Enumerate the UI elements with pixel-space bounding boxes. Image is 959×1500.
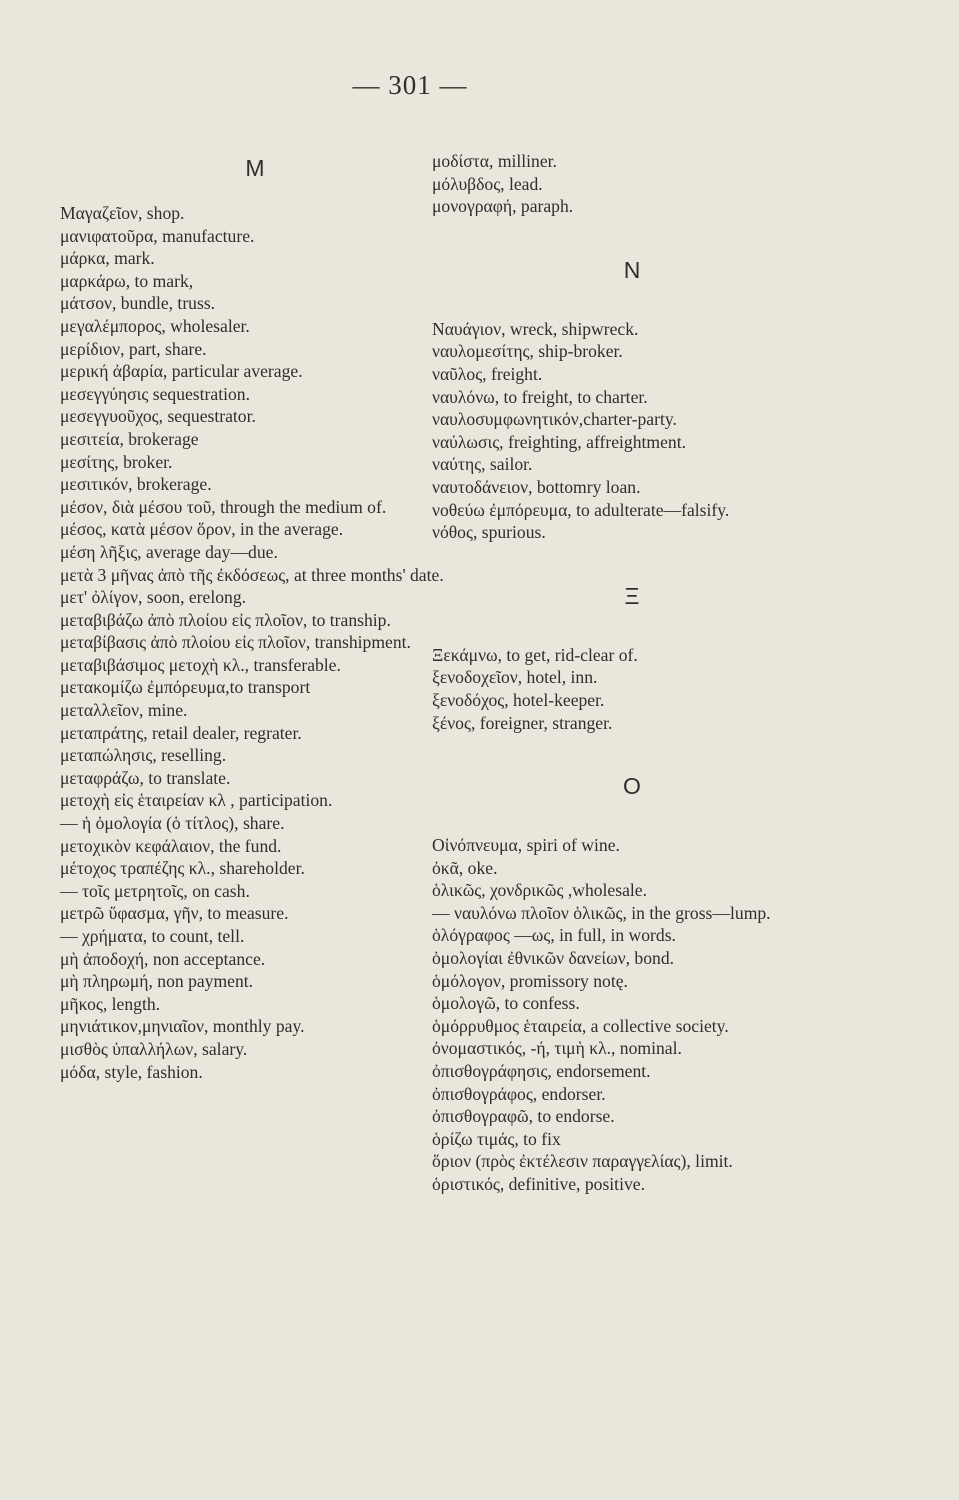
dictionary-entry: ναυτοδάνειον, bottomry loan. (432, 476, 641, 497)
dictionary-entry: ναυλόνω, to freight, to charter. (432, 386, 648, 407)
dictionary-entry: ναυλομεσίτης, ship-broker. (432, 341, 623, 362)
dictionary-entry: ὁμολογίαι ἐθνικῶν δανείων, bond. (432, 948, 675, 969)
dictionary-entry: — τοῖς μετρητοῖς, on cash. (60, 880, 250, 901)
right-top-entry-list (432, 150, 832, 218)
dictionary-entry: μεταβιβάζω ἀπὸ πλοίου εἰς πλοῖον, to tranship. (60, 609, 391, 630)
dictionary-entry: μεταβιβάσιμος μετοχὴ κλ., transferable. (60, 654, 341, 675)
left-column (60, 150, 450, 1083)
dictionary-entry: μηνιάτικον,μηνιαῖον, monthly pay. (60, 1016, 305, 1037)
dictionary-entry: μάτσον, bundle, truss. (60, 293, 216, 314)
dictionary-entry: μετὰ 3 μῆνας ἀπὸ τῆς ἐκδόσεως, at three months' date. (60, 564, 444, 585)
dictionary-entry: μεσιτεία, brokerage (60, 428, 199, 449)
dictionary-entry: Μαγαζεῖον, shop. (60, 203, 185, 223)
dictionary-entry: Ναυάγιον, wreck, shipwreck. (432, 318, 639, 339)
dictionary-entry: μεταπώλησις, reselling. (60, 745, 227, 766)
dictionary-entry: ὁριστικός, definitive, positive. (432, 1174, 645, 1194)
dictionary-entry: μέτοχος τραπέζης κλ., shareholder. (60, 858, 305, 879)
dictionary-entry: μεταφράζω, to translate. (60, 767, 231, 788)
dictionary-entry: μονογραφή, paraph. (432, 196, 574, 217)
dictionary-entry: Οἰνόπνευμα, spiri of wine. (432, 835, 620, 856)
dictionary-entry: μεσίτης, broker. (60, 451, 173, 472)
dictionary-entry: μέσον, διὰ μέσου τοῦ, through the medium of. (60, 496, 387, 517)
dictionary-entry: μέση λῆξις, average day—due. (60, 541, 278, 562)
dictionary-entry: μεταβίβασις ἀπὸ πλοίου εἰς πλοῖον, transhipment. (60, 632, 411, 653)
dictionary-entry: ξένος, foreigner, stranger. (432, 712, 613, 733)
dictionary-entry: μόδα, style, fashion. (60, 1061, 203, 1082)
dictionary-entry: ναύτης, sailor. (432, 454, 533, 475)
dictionary-entry: ναύλωσις, freighting, affreightment. (432, 431, 686, 452)
dictionary-entry: ὁμόρρυθμος ἑταιρεία, a collective society. (432, 1015, 729, 1036)
dictionary-entry: μόλυβδος, lead. (432, 173, 543, 194)
dictionary-entry: ὁλόγραφος —ως, in full, in words. (432, 925, 676, 946)
dictionary-entry: μεσιτικόν, brokerage. (60, 474, 212, 495)
dictionary-entry: μερίδιον, part, share. (60, 338, 207, 359)
dictionary-entry: νοθεύω ἐμπόρευμα, to adulterate—falsify. (432, 499, 730, 520)
dictionary-entry: μετοχὴ εἰς ἑταιρείαν κλ , participation. (60, 790, 333, 811)
dictionary-entry: μανιφατοῦρα, manufacture. (60, 225, 255, 246)
dictionary-entry: — ναυλόνω πλοῖον ὁλικῶς, in the gross—lump. (432, 902, 771, 923)
right-column (432, 150, 832, 1196)
dictionary-entry: μετρῶ ὕφασμα, γῆν, to measure. (60, 903, 289, 924)
dictionary-entry: μεσεγγύησις sequestration. (60, 383, 250, 404)
dictionary-entry: — ἡ ὁμολογία (ὁ τίτλος), share. (60, 813, 285, 834)
dictionary-entry: ὀκᾶ, oke. (432, 857, 498, 878)
right-section-list (432, 218, 832, 1196)
section-heading-m: M (245, 155, 265, 181)
dictionary-entry: μερική ἀβαρία, particular average. (60, 361, 303, 382)
dictionary-entry: ὅριον (πρὸς ἐκτέλεσιν παραγγελίας), limit. (432, 1151, 733, 1172)
dictionary-entry: ὁμόλογον, promissory notę. (432, 970, 628, 991)
dictionary-entry: νόθος, spurious. (432, 522, 546, 543)
dictionary-entry: ναυλοσυμφωνητικόν,charter-party. (432, 409, 677, 430)
dictionary-entry: — χρήματα, to count, tell. (60, 926, 245, 946)
dictionary-entry: ὁλικῶς, χονδρικῶς ,wholesale. (432, 880, 647, 901)
dictionary-entry: μετ' ὀλίγον, soon, erelong. (60, 587, 247, 608)
dictionary-entry: ὁμολογῶ, to confess. (432, 993, 580, 1014)
dictionary-entry: ὀπισθογράφος, endorser. (432, 1083, 606, 1104)
dictionary-entry: μὴ πληρωμή, non payment. (60, 971, 254, 992)
section-heading: O (623, 773, 641, 800)
dictionary-entry: ὀπισθογραφῶ, to endorse. (432, 1106, 615, 1127)
dictionary-entry: μὴ ἀποδοχή, non acceptance. (60, 948, 266, 969)
dictionary-entry: μῆκος, length. (60, 993, 161, 1014)
dictionary-entry: μεγαλέμπορος, wholesaler. (60, 315, 250, 336)
dictionary-entry: ναῦλος, freight. (432, 363, 543, 384)
section-heading: Ξ (624, 582, 640, 609)
dictionary-entry: ὁρίζω τιμάς, to fix (432, 1128, 561, 1149)
dictionary-entry: μαρκάρω, to mark, (60, 270, 194, 291)
dictionary-entry: μεταπράτης, retail dealer, regrater. (60, 722, 302, 743)
dictionary-entry: ξενοδόχος, hotel-keeper. (432, 689, 605, 710)
page-number: — 301 — (352, 70, 468, 100)
left-entry-list (60, 202, 450, 1083)
section-heading: N (623, 256, 641, 283)
dictionary-entry: μάρκα, mark. (60, 248, 155, 269)
dictionary-entry: μέσος, κατὰ μέσον ὅρον, in the average. (60, 519, 344, 540)
dictionary-entry: ὀπισθογράφησις, endorsement. (432, 1061, 651, 1082)
dictionary-entry: μετοχικὸν κεφάλαιον, the fund. (60, 835, 282, 856)
dictionary-entry: μεσεγγυοῦχος, sequestrator. (60, 406, 256, 427)
dictionary-entry: ξενοδοχεῖον, hotel, inn. (432, 667, 598, 688)
dictionary-entry: Ξεκάμνω, to get, rid-clear of. (432, 644, 638, 665)
dictionary-entry: ὀνομαστικός, -ή, τιμὴ κλ., nominal. (432, 1038, 682, 1059)
dictionary-entry: μοδίστα, milliner. (432, 151, 557, 171)
dictionary-entry: μισθὸς ὑπαλλήλων, salary. (60, 1038, 248, 1059)
dictionary-entry: μεταλλεῖον, mine. (60, 700, 188, 721)
dictionary-entry: μετακομίζω ἐμπόρευμα,to transport (60, 677, 311, 698)
